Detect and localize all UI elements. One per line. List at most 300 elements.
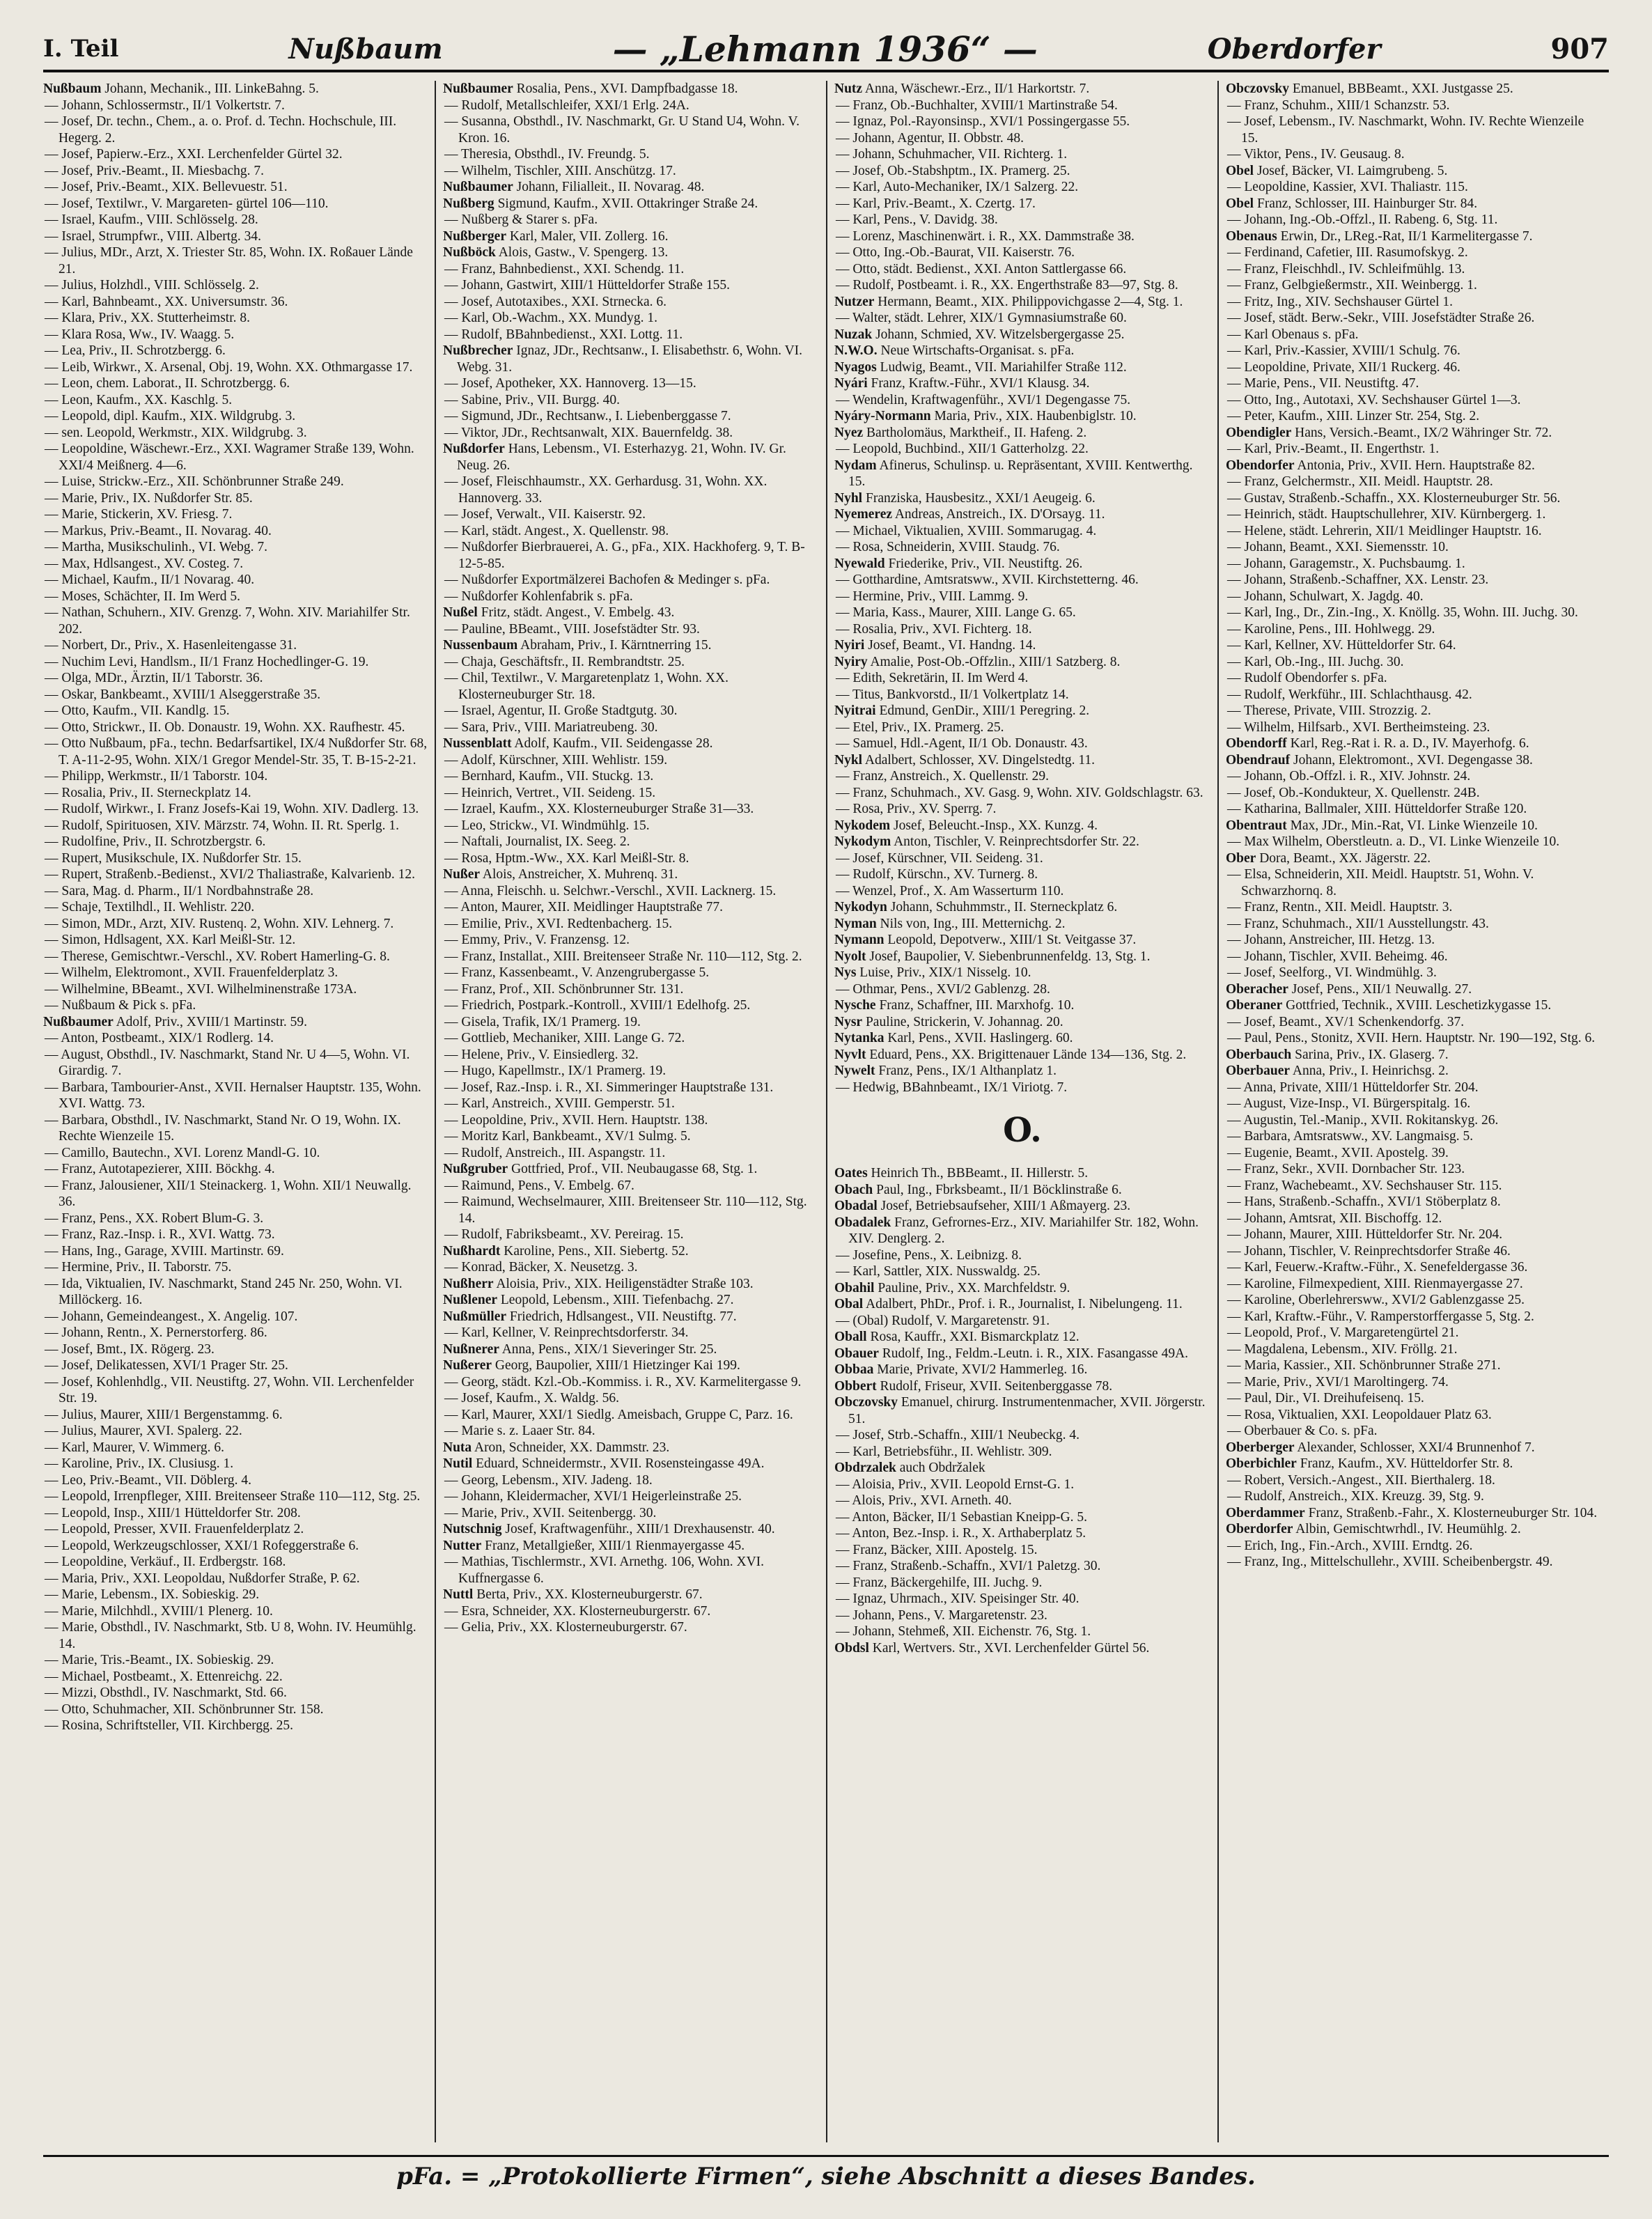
directory-entry	[834, 556, 1210, 573]
first-entry-keyword: Nußbaum	[288, 32, 443, 65]
entry-details: — Franz, Anstreich., X. Quellenstr. 29.	[836, 769, 1049, 784]
entry-details: — Esra, Schneider, XX. Klosterneuburgerstr. 67.	[444, 1603, 711, 1619]
directory-entry	[43, 1652, 428, 1669]
directory-entry	[43, 392, 428, 409]
entry-details: — Leib, Wirkwr., X. Arsenal, Obj. 19, Wohn. XX. Othmargasse 17.	[45, 359, 413, 375]
directory-entry	[834, 1558, 1210, 1575]
directory-entry	[1226, 458, 1602, 474]
directory-entry	[834, 441, 1210, 458]
entry-details: Friedrich, Hdlsangest., VII. Neustiftg. 77.	[509, 1309, 737, 1324]
directory-entry	[1226, 1178, 1602, 1194]
directory-entry	[1226, 81, 1602, 98]
entry-details: — Leon, Kaufm., XX. Kaschlg. 5.	[45, 392, 233, 407]
entry-details: — Klara Rosa, Ww., IV. Waagg. 5.	[45, 327, 235, 342]
directory-entry	[834, 1460, 1210, 1477]
entry-surname: Oberbichler	[1226, 1456, 1297, 1471]
entry-details: — Paul, Dir., VI. Dreihufeisenq. 15.	[1227, 1391, 1424, 1406]
directory-entry	[443, 1030, 819, 1047]
entry-details: — Franz, Straßenb.-Schaffn., XVI/1 Paletzg. 30.	[836, 1559, 1101, 1573]
entry-details: Josef, Beleucht.-Insp., XX. Kunzg. 4.	[894, 818, 1098, 833]
entry-details: — Franz, Kassenbeamt., V. Anzengrubergasse 5.	[444, 965, 710, 980]
directory-entry	[1226, 1128, 1602, 1145]
directory-entry	[834, 605, 1210, 621]
entry-details: — Chil, Textilwr., V. Margaretenplatz 1, Wohn. XX. Klosterneuburger Str. 18.	[444, 671, 728, 702]
directory-entry	[1226, 1341, 1602, 1358]
directory-entry	[1226, 1292, 1602, 1309]
entry-details: — Karoline, Oberlehrersww., XVI/2 Gablenzgasse 25.	[1227, 1293, 1525, 1307]
entry-details: Luise, Priv., XIX/1 Nisselg. 10.	[859, 965, 1031, 980]
entry-details: Hermann, Beamt., XIX. Philippovichgasse 2—4, Stg. 1.	[878, 294, 1183, 309]
entry-details: — Moritz Karl, Bankbeamt., XV/1 Sulmg. 5.	[444, 1129, 691, 1144]
directory-entry	[834, 572, 1210, 589]
directory-entry	[443, 1014, 819, 1031]
entry-details: — Josef, Bmt., IX. Rögerg. 23.	[45, 1341, 215, 1357]
entry-details: — Gisela, Trafik, IX/1 Pramerg. 19.	[444, 1014, 641, 1029]
entry-details: Franziska, Hausbesitz., XXI/1 Aeugeig. 6.	[865, 490, 1096, 506]
directory-entry	[1226, 228, 1602, 245]
entry-details: — Johann, Beamt., XXI. Siemensstr. 10.	[1227, 540, 1449, 554]
entry-details: — Leopold, Werkzeugschlosser, XXI/1 Rofeggerstraße 6.	[45, 1538, 359, 1553]
directory-entry	[443, 506, 819, 523]
entry-details: — Rudolf Obendorfer s. pFa.	[1227, 671, 1387, 685]
entry-details: — Leopold, Insp., XIII/1 Hütteldorfer Str. 208.	[45, 1505, 301, 1520]
entry-details: Karl, Maler, VII. Zollerg. 16.	[509, 228, 669, 244]
entry-details: — Wenzel, Prof., X. Am Wasserturm 110.	[836, 883, 1064, 898]
entry-surname: Nuta	[443, 1440, 472, 1455]
entry-details: — Viktor, Pens., IV. Geusaug. 8.	[1227, 147, 1405, 162]
directory-entry	[834, 850, 1210, 867]
entry-details: — Heinrich, Vertret., VII. Seideng. 15.	[444, 785, 656, 800]
directory-entry	[834, 834, 1210, 850]
entry-details: — Therese, Private, VIII. Strozzig. 2.	[1227, 703, 1431, 718]
directory-entry	[443, 1128, 819, 1145]
entry-details: Adolf, Kaufm., VII. Seidengasse 28.	[514, 736, 713, 751]
directory-entry	[443, 1603, 819, 1620]
directory-entry	[43, 1227, 428, 1243]
entry-details: — Josef, Delikatessen, XVI/1 Prager Str. 25.	[45, 1358, 288, 1373]
directory-entry	[1226, 1440, 1602, 1456]
entry-details: Josef, Bäcker, VI. Laimgrubeng. 5.	[1256, 163, 1448, 178]
entry-details: — Rudolf, Fabriksbeamt., XV. Pereirag. 15.	[444, 1227, 684, 1242]
entry-surname: Nußberg	[443, 196, 494, 211]
entry-details: — Lea, Priv., II. Schrotzbergg. 6.	[45, 343, 226, 358]
entry-details: — Israel, Agentur, II. Große Stadtgutg. 30.	[444, 703, 678, 718]
entry-details: — Bernhard, Kaufm., VII. Stuckg. 13.	[444, 769, 654, 784]
entry-surname: Nykodem	[834, 818, 891, 833]
directory-entry	[43, 965, 428, 981]
directory-entry	[834, 654, 1210, 671]
directory-entry	[43, 98, 428, 114]
entry-details: — Josef, Apotheker, XX. Hannoverg. 13—15.	[444, 376, 696, 391]
entry-details: — Sabine, Priv., VII. Burgg. 40.	[444, 392, 621, 407]
entry-details: — Rudolf, Anstreich., XIX. Kreuzg. 39, Stg. 9.	[1227, 1489, 1484, 1504]
entry-surname: Nußgruber	[443, 1162, 508, 1176]
directory-entry	[1226, 1521, 1602, 1538]
entry-details: — Johann, Maurer, XIII. Hütteldorfer Str. Nr. 204.	[1227, 1227, 1503, 1242]
directory-entry	[1226, 654, 1602, 671]
directory-entry	[43, 850, 428, 867]
entry-surname: Nussenblatt	[443, 736, 512, 751]
entry-details: Gottfried, Technik., XVIII. Leschetizkygasse 15.	[1286, 998, 1552, 1013]
directory-entry	[834, 589, 1210, 605]
directory-entry	[443, 114, 819, 146]
directory-entry	[834, 1444, 1210, 1461]
directory-entry	[834, 359, 1210, 376]
directory-entry	[443, 949, 819, 965]
entry-surname: Nykl	[834, 752, 863, 768]
directory-entry	[1226, 163, 1602, 180]
entry-details: — Franz, Schuhm., XIII/1 Schanzstr. 53.	[1227, 98, 1450, 113]
entry-details: Rudolf, Friseur, XVII. Seitenberggasse 78.	[880, 1378, 1113, 1394]
directory-entry	[443, 146, 819, 163]
entry-surname: Nyári	[834, 376, 868, 391]
directory-entry	[43, 277, 428, 294]
entry-details: Aron, Schneider, XX. Dammstr. 23.	[474, 1440, 670, 1455]
directory-entry	[443, 605, 819, 621]
directory-entry	[43, 834, 428, 850]
directory-entry	[834, 637, 1210, 654]
entry-details: — Therese, Gemischtwr.-Verschl., XV. Robert Hamerling-G. 8.	[45, 949, 390, 964]
entry-details: — Karl, Priv.-Beamt., II. Engerthstr. 1.	[1227, 442, 1440, 456]
entry-details: — Rudolf, Kürschn., XV. Turnerg. 8.	[836, 867, 1038, 882]
directory-entry	[443, 834, 819, 850]
entry-details: — Johann, Tischler, XVII. Beheimg. 46.	[1227, 949, 1448, 964]
directory-entry	[443, 719, 819, 736]
directory-entry	[43, 1161, 428, 1178]
entry-details: Paul, Ing., Fbrksbeamt., II/1 Böcklinstraße 6.	[876, 1182, 1122, 1197]
entry-surname: Obenaus	[1226, 228, 1277, 244]
entry-surname: Nyiri	[834, 638, 865, 653]
directory-entry	[43, 1341, 428, 1358]
directory-entry	[834, 261, 1210, 278]
entry-surname: Nyitrai	[834, 703, 876, 718]
directory-entry	[43, 81, 428, 98]
entry-details: — Rudolf, BBahnbedienst., XXI. Lottg. 11.	[444, 327, 683, 342]
directory-entry	[1226, 294, 1602, 311]
entry-details: — Rosina, Schriftsteller, VII. Kirchbergg. 25.	[45, 1718, 294, 1733]
entry-surname: Oberdorfer	[1226, 1522, 1293, 1536]
directory-entry	[443, 98, 819, 114]
entry-details: — Franz, Gelbgießermstr., XII. Weinbergg. 1.	[1227, 278, 1477, 293]
entry-surname: Nuttl	[443, 1587, 474, 1602]
entry-details: Albin, Gemischtwrhdl., IV. Heumühlg. 2.	[1295, 1522, 1521, 1536]
directory-entry	[834, 1182, 1210, 1199]
entry-details: — Wilhelm, Tischler, XIII. Anschützg. 17.	[444, 163, 676, 178]
directory-entry	[43, 1603, 428, 1620]
directory-entry	[443, 883, 819, 900]
entry-details: — Johann, Schuhmacher, VII. Richterg. 1.	[836, 147, 1068, 162]
entry-details: — Marie, Obsthdl., IV. Naschmarkt, Stb. U 8, Wohn. IV. Heumühlg. 14.	[45, 1620, 416, 1651]
directory-entry	[43, 572, 428, 589]
directory-entry	[1226, 834, 1602, 850]
entry-details: Johann, Filialleit., II. Novarag. 48.	[516, 180, 705, 194]
entry-details: — Anna, Fleischh. u. Selchwr.-Verschl., XVII. Lacknerg. 15.	[444, 883, 777, 898]
entry-details: auch Obdržalek	[899, 1461, 985, 1475]
directory-entry	[1226, 605, 1602, 621]
directory-entry	[834, 1080, 1210, 1096]
entry-details: — Josef, Ob.-Kondukteur, X. Quellenstr. 24B.	[1227, 785, 1480, 800]
entry-details: — Ignaz, Uhrmach., XIV. Speisinger Str. 40.	[836, 1591, 1080, 1606]
directory-entry	[443, 310, 819, 327]
directory-entry	[443, 228, 819, 245]
directory-entry	[834, 310, 1210, 327]
directory-entry	[1226, 523, 1602, 540]
directory-entry	[1226, 637, 1602, 654]
entry-surname: Obendorff	[1226, 736, 1287, 751]
entry-details: — Julius, Maurer, XIII/1 Bergenstammg. 6.	[45, 1407, 283, 1422]
entry-surname: Nywelt	[834, 1064, 875, 1078]
page-number: 907	[1550, 32, 1609, 65]
directory-entry	[1226, 1063, 1602, 1080]
entry-surname: Oberdammer	[1226, 1505, 1305, 1520]
entry-details: — Karoline, Pens., III. Hohlwegg. 29.	[1227, 621, 1435, 637]
directory-entry	[834, 801, 1210, 818]
directory-entry	[1226, 818, 1602, 834]
entry-details: — Rosa, Viktualien, XXI. Leopoldauer Platz 63.	[1227, 1407, 1492, 1422]
directory-entry	[443, 1538, 819, 1555]
directory-entry	[443, 1456, 819, 1472]
directory-entry	[443, 621, 819, 638]
entry-details: — Johann, Amtsrat, XII. Bischoffg. 12.	[1227, 1210, 1442, 1226]
directory-entry	[1226, 196, 1602, 212]
directory-entry	[443, 1276, 819, 1293]
entry-details: — Leopoldine, Wäschewr.-Erz., XXI. Wagramer Straße 139, Wohn. XXI/4 Meißnerg. 4—6.	[45, 442, 414, 473]
entry-surname: Oball	[834, 1330, 867, 1344]
entry-details: — Franz, Bahnbedienst., XXI. Schendg. 11.	[444, 261, 685, 277]
entry-details: — Karl Obenaus s. pFa.	[1227, 327, 1359, 342]
directory-entry	[443, 670, 819, 703]
entry-details: — Mizzi, Obsthdl., IV. Naschmarkt, Std. 66.	[45, 1685, 287, 1700]
entry-details: Hans, Versich.-Beamt., IX/2 Währinger Str. 72.	[1295, 425, 1552, 440]
directory-entry	[1226, 801, 1602, 818]
entry-details: — Rupert, Straßenb.-Bedienst., XVI/2 Thaliastraße, Kalvarienb. 12.	[45, 867, 415, 882]
directory-entry	[43, 1407, 428, 1424]
directory-entry	[443, 294, 819, 311]
entry-surname: Obendorfer	[1226, 458, 1295, 473]
entry-details: — Anton, Postbeamt., XIX/1 Rodlerg. 14.	[45, 1031, 274, 1045]
directory-entry	[443, 932, 819, 949]
directory-entry	[1226, 899, 1602, 916]
entry-surname: Oberacher	[1226, 981, 1288, 997]
entry-details: — Mathias, Tischlermstr., XVI. Arnethg. 106, Wohn. XVI. Kuffnergasse 6.	[444, 1555, 765, 1586]
entry-details: — Camillo, Bautechn., XVI. Lorenz Mandl-G. 10.	[45, 1145, 320, 1160]
entry-surname: Obadal	[834, 1199, 878, 1213]
directory-entry	[1226, 1505, 1602, 1522]
entry-details: — Schaje, Textilhdl., II. Wehlistr. 220.	[45, 900, 255, 914]
entry-details: Karl, Reg.-Rat i. R. a. D., IV. Mayerhofg. 6.	[1290, 736, 1529, 751]
directory-entry	[43, 425, 428, 442]
entry-details: — Rupert, Musikschule, IX. Nußdorfer Str. 15.	[45, 850, 302, 866]
entry-details: — Rudolf, Postbeamt. i. R., XX. Engerthstraße 83—97, Stg. 8.	[836, 278, 1178, 293]
entry-details: — Marie, Pens., VII. Neustiftg. 47.	[1227, 376, 1419, 391]
entry-details: — Max, Hdlsangest., XV. Costeg. 7.	[45, 556, 244, 571]
entry-surname: Nutschnig	[443, 1522, 502, 1536]
entry-details: — Karl, Anstreich., XVIII. Gemperstr. 51.	[444, 1096, 675, 1111]
directory-entry	[443, 1521, 819, 1538]
directory-entry	[43, 556, 428, 573]
directory-entry	[1226, 1259, 1602, 1276]
entry-details: Josef, Pens., XII/1 Neuwallg. 27.	[1291, 981, 1472, 997]
entry-details: — Marie, Priv., XVI/1 Maroltingerg. 74.	[1227, 1374, 1449, 1389]
directory-entry	[443, 474, 819, 506]
directory-entry	[834, 343, 1210, 359]
entry-surname: Obahil	[834, 1280, 875, 1295]
directory-entry	[443, 1619, 819, 1636]
entry-surname: Nußbaumer	[443, 180, 513, 194]
directory-entry	[834, 327, 1210, 343]
directory-entry	[443, 785, 819, 802]
directory-entry	[443, 1325, 819, 1341]
entry-details: — Rosalia, Priv., II. Sterneckplatz 14.	[45, 785, 251, 800]
directory-entry	[43, 637, 428, 654]
entry-details: — Samuel, Hdl.-Agent, II/1 Ob. Donaustr. 43.	[836, 736, 1088, 751]
entry-surname: Obbaa	[834, 1362, 874, 1377]
entry-details: — Josef, Raz.-Insp. i. R., XI. Simmeringer Hauptstraße 131.	[444, 1080, 774, 1095]
entry-details: — August, Obsthdl., IV. Naschmarkt, Stand Nr. U 4—5, Wohn. VI. Girardig. 7.	[45, 1047, 410, 1078]
entry-details: — Leo, Priv.-Beamt., VII. Döblerg. 4.	[45, 1472, 251, 1488]
entry-details: — Rosa, Priv., XV. Sperrg. 7.	[836, 802, 997, 816]
entry-details: — Karl, Maurer, V. Wimmerg. 6.	[45, 1440, 225, 1455]
entry-details: — Josef, Ob.-Stabshptm., IX. Pramerg. 25.	[836, 163, 1070, 178]
entry-details: Karl, Pens., XVII. Haslingerg. 60.	[887, 1031, 1073, 1045]
directory-entry	[834, 81, 1210, 98]
entry-details: — Josef, Autotaxibes., XXI. Strnecka. 6.	[444, 294, 667, 309]
directory-entry	[834, 1047, 1210, 1064]
directory-entry	[1226, 425, 1602, 442]
entry-details: — Josef, Seelforg., VI. Windmühlg. 3.	[1227, 965, 1437, 980]
entry-details: — Michael, Postbeamt., X. Ettenreichg. 22.	[45, 1669, 283, 1684]
entry-details: — Gottlieb, Mechaniker, XIII. Lange G. 72.	[444, 1031, 685, 1045]
entry-details: — Nathan, Schuhern., XIV. Grenzg. 7, Wohn. XIV. Mariahilfer Str. 202.	[45, 605, 410, 637]
entry-details: — Karl, Priv.-Kassier, XVIII/1 Schulg. 76.	[1227, 343, 1460, 358]
entry-details: — Oskar, Bankbeamt., XVIII/1 Alseggerstraße 35.	[45, 687, 321, 702]
entry-details: — Hans, Ing., Garage, XVIII. Martinstr. 69.	[45, 1243, 284, 1259]
directory-entry	[43, 343, 428, 359]
directory-entry	[834, 997, 1210, 1014]
entry-details: — Leopoldine, Private, XII/1 Ruckerg. 46.	[1227, 359, 1460, 375]
entry-details: — Karl, Ob.-Ing., III. Juchg. 30.	[1227, 654, 1404, 669]
directory-entry	[1226, 327, 1602, 343]
entry-details: — Anton, Bäcker, II/1 Sebastian Kneipp-G. 5.	[836, 1509, 1087, 1525]
directory-entry	[1226, 768, 1602, 785]
entry-details: — Johann, Kleidermacher, XVI/1 Heigerleinstraße 25.	[444, 1489, 742, 1504]
directory-entry	[443, 752, 819, 769]
entry-details: — Franz, Sekr., XVII. Dornbacher Str. 123.	[1227, 1162, 1465, 1176]
entry-details: — Josef, Dr. techn., Chem., a. o. Prof. d. Techn. Hochschule, III. Hegerg. 2.	[45, 114, 397, 146]
directory-entry	[443, 441, 819, 474]
entry-details: Abraham, Priv., I. Kärntnerring 15.	[520, 638, 712, 653]
directory-entry	[43, 375, 428, 392]
directory-entry	[443, 1374, 819, 1391]
entry-details: — Karl, Pens., V. Davidg. 38.	[836, 212, 998, 227]
entry-details: Aloisia, Priv., XIX. Heiligenstädter Straße 103.	[496, 1276, 754, 1291]
entry-details: — Karl, Kraftw.-Führ., V. Ramperstorffergasse 5, Stg. 2.	[1227, 1309, 1534, 1324]
column-1	[43, 81, 435, 2142]
directory-entry	[443, 768, 819, 785]
entry-details: — Helene, städt. Lehrerin, XII/1 Meidlinger Hauptstr. 16.	[1227, 523, 1542, 538]
entry-surname: Nutter	[443, 1538, 482, 1553]
entry-surname: Nyáry-Normann	[834, 409, 931, 423]
entry-details: — Philipp, Werkmstr., II/1 Taborstr. 104.	[45, 769, 268, 784]
directory-entry	[443, 1292, 819, 1309]
entry-details: Franz, Schlosser, III. Hainburger Str. 84.	[1256, 196, 1478, 211]
directory-entry	[1226, 1456, 1602, 1472]
directory-entry	[1226, 392, 1602, 409]
entry-surname: Nyewald	[834, 556, 885, 571]
entry-surname: Nyiry	[834, 654, 868, 669]
directory-entry	[443, 1440, 819, 1456]
entry-details: — Nuchim Levi, Handlsm., II/1 Franz Hochedlinger-G. 19.	[45, 654, 369, 669]
entry-details: — Rudolf, Spirituosen, XIV. Märzstr. 74, Wohn. II. Rt. Sperlg. 1.	[45, 818, 400, 833]
directory-entry	[43, 785, 428, 802]
directory-entry	[1226, 1325, 1602, 1341]
directory-entry	[1226, 965, 1602, 981]
entry-details: Adalbert, Schlosser, XV. Dingelstedtg. 11.	[864, 752, 1096, 768]
entry-details: — Karl, Ob.-Wachm., XX. Mundyg. 1.	[444, 311, 658, 325]
entry-details: — Eugenie, Beamt., XVII. Apostelg. 39.	[1227, 1145, 1449, 1160]
directory-entry	[834, 196, 1210, 212]
entry-details: — Josef, Verwalt., VII. Kaiserstr. 92.	[444, 507, 646, 522]
directory-entry	[43, 196, 428, 212]
entry-details: — Hans, Straßenb.-Schaffn., XVI/1 Stöberplatz 8.	[1227, 1194, 1501, 1209]
entry-details: — Franz, Bäcker, XIII. Apostelg. 15.	[836, 1542, 1038, 1557]
directory-entry	[443, 866, 819, 883]
entry-details: Eduard, Schneidermstr., XVII. Rosensteingasse 49A.	[476, 1456, 765, 1471]
directory-entry	[43, 801, 428, 818]
entry-details: — Marie, Tris.-Beamt., IX. Sobieskig. 29.	[45, 1653, 274, 1667]
directory-entry	[1226, 981, 1602, 998]
entry-details: — Walter, städt. Lehrer, XIX/1 Gymnasiumstraße 60.	[836, 311, 1127, 325]
directory-entry	[834, 1165, 1210, 1182]
directory-entry	[43, 1112, 428, 1145]
entry-details: — Josef, Kaufm., X. Waldg. 56.	[444, 1391, 619, 1406]
entry-details: Rudolf, Ing., Feldm.-Leutn. i. R., XIX. Fasangasse 49A.	[882, 1346, 1189, 1361]
directory-entry	[443, 1259, 819, 1276]
entry-details: — Johann, Gemeindeangest., X. Angelig. 107.	[45, 1309, 298, 1324]
entry-surname: Obdrzalek	[834, 1461, 896, 1475]
entry-details: Emanuel, BBBeamt., XXI. Justgasse 25.	[1292, 81, 1513, 96]
entry-details: Nils von, Ing., III. Metternichg. 2.	[880, 916, 1066, 931]
directory-entry	[443, 1357, 819, 1374]
entry-details: Rosa, Kauffr., XXI. Bismarckplatz 12.	[870, 1330, 1080, 1344]
entry-details: Gottfried, Prof., VII. Neubaugasse 68, Stg. 1.	[511, 1162, 758, 1176]
directory-entry	[834, 294, 1210, 311]
directory-entry	[1226, 146, 1602, 163]
directory-entry	[834, 490, 1210, 507]
page-header	[43, 28, 1609, 72]
directory-entry	[834, 785, 1210, 802]
entry-details: — Lorenz, Maschinenwärt. i. R., XX. Dammstraße 38.	[836, 228, 1135, 244]
directory-entry	[834, 1477, 1210, 1493]
entry-surname: Nyez	[834, 425, 864, 440]
directory-entry	[443, 1587, 819, 1603]
entry-details: — Nußbaum & Pick s. pFa.	[45, 998, 196, 1013]
directory-entry	[1226, 556, 1602, 573]
entry-details: — Wilhelm, Hilfsarb., XVI. Bertheimsteing. 23.	[1227, 719, 1490, 735]
entry-details: — Franz, Ob.-Buchhalter, XVIII/1 Martinstraße 54.	[836, 98, 1118, 113]
entry-details: — Moses, Schächter, II. Im Werd 5.	[45, 589, 241, 604]
entry-surname: Obendigler	[1226, 425, 1292, 440]
directory-entry	[43, 539, 428, 556]
directory-entry	[1226, 1080, 1602, 1096]
entry-details: — Otto, Schuhmacher, XII. Schönbrunner Str. 158.	[45, 1702, 324, 1717]
directory-entry	[1226, 1194, 1602, 1210]
entry-details: Alois, Gastw., V. Spengerg. 13.	[498, 245, 669, 260]
directory-entry	[443, 1341, 819, 1358]
entry-details: — Othmar, Pens., XVI/2 Gablenzg. 28.	[836, 981, 1050, 997]
entry-surname: Obach	[834, 1182, 873, 1197]
directory-entry	[43, 981, 428, 998]
